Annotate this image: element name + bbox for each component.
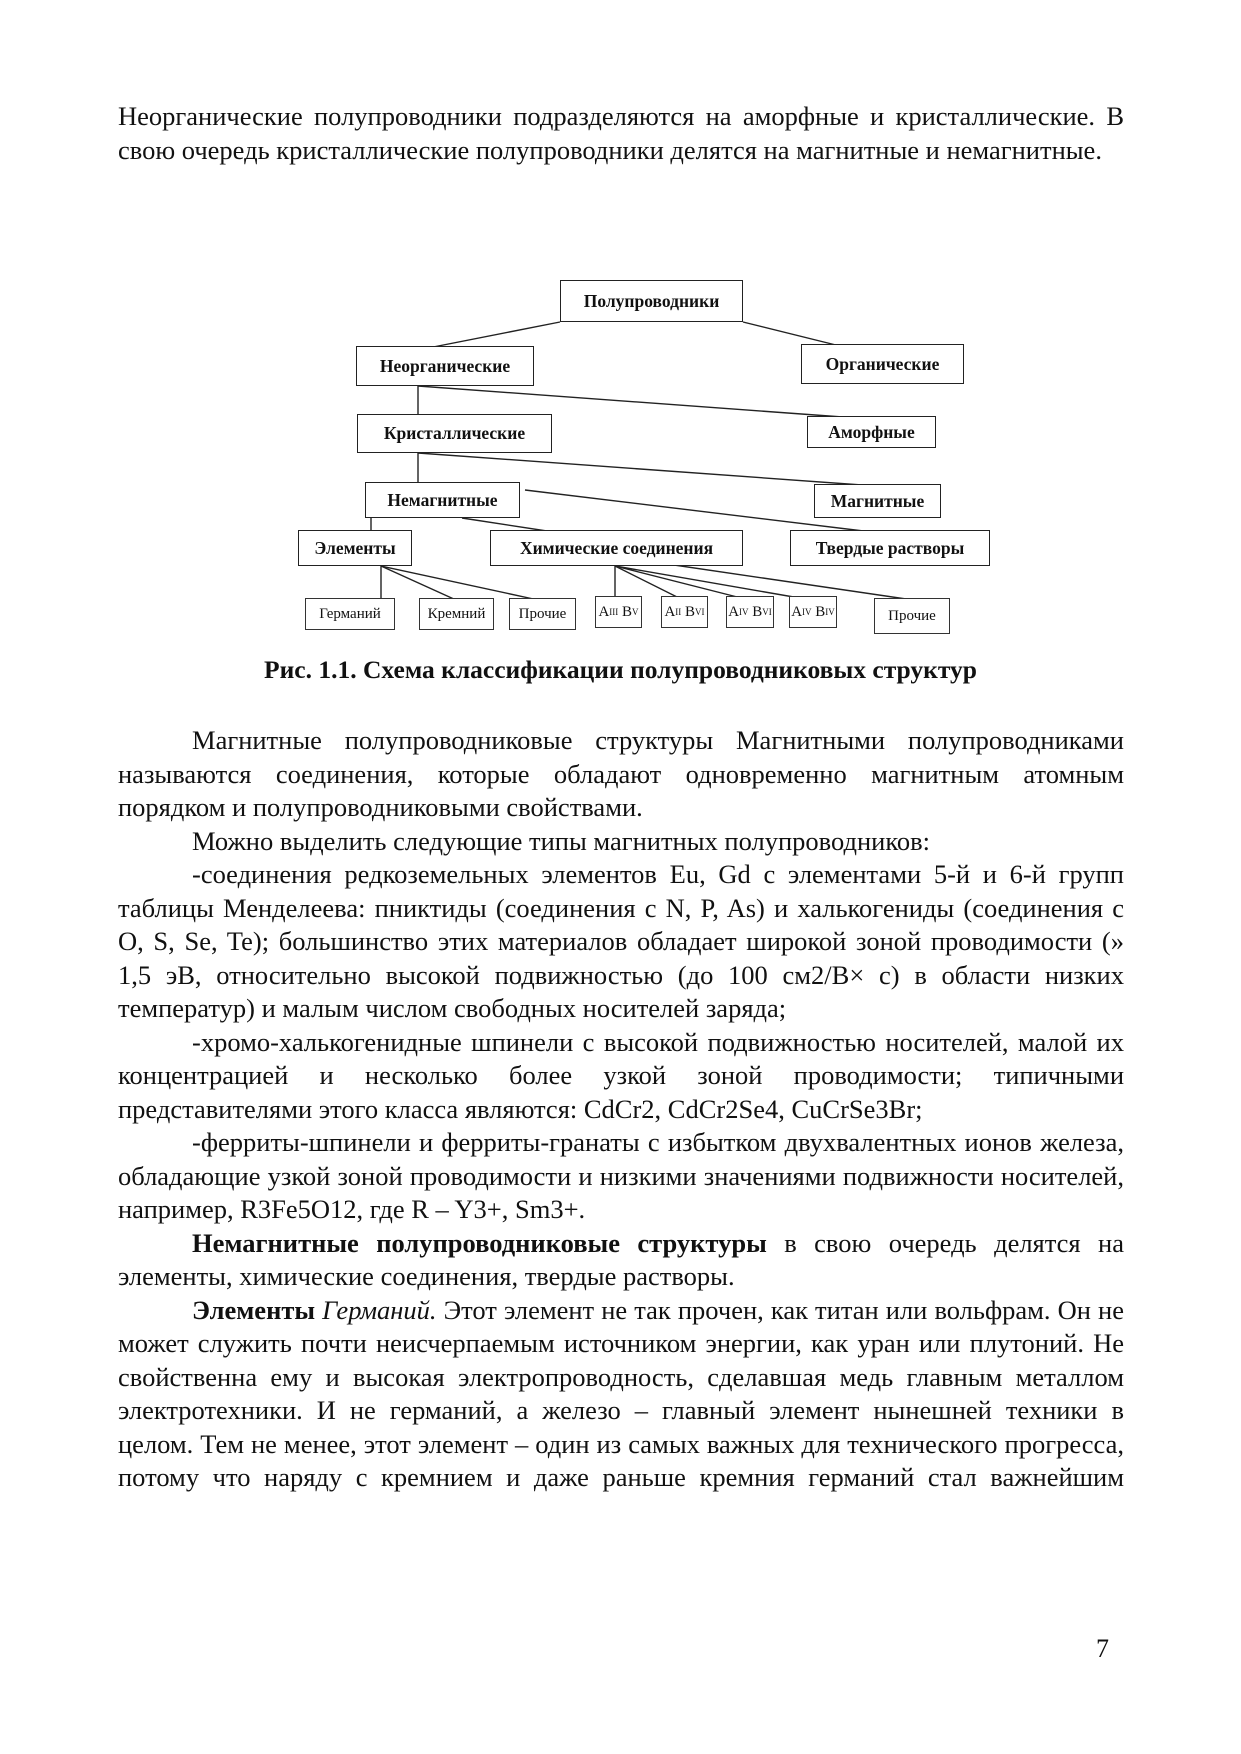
node-crystalline: Кристаллические	[357, 414, 552, 453]
body-text	[118, 724, 1124, 1495]
leaf-a3b5	[595, 596, 642, 628]
a4b6-b: B	[752, 603, 763, 620]
node-magnetic: Магнитные	[814, 484, 941, 518]
leaf-a4b6	[726, 596, 774, 628]
node-elements: Элементы	[298, 530, 412, 566]
a4b4-a-sup: IV	[802, 607, 812, 617]
a4b4-b: B	[815, 603, 826, 620]
a2b6-a-sup: II	[675, 607, 682, 617]
edge-elements-other	[381, 566, 538, 600]
edge-compounds-a4b6	[615, 566, 749, 600]
paragraph-elements-germanium	[118, 1294, 1124, 1495]
paragraph-types-intro: Можно выделить следующие типы магнитных полупроводников:	[192, 825, 930, 856]
leaf-a2b6	[661, 596, 708, 628]
elements-heading: Элементы	[192, 1294, 316, 1325]
node-solid-solutions: Твердые растворы	[790, 530, 990, 566]
paragraph-magnetic-structures: Магнитные полупроводниковые структуры Магнитными полупроводниками называются соединения, которые обладают одновременно магнитным атомным порядком и полупроводниковыми свойствами.	[118, 725, 1124, 822]
a4b4-a: A	[791, 603, 803, 620]
germanium-heading: Германий.	[322, 1294, 437, 1325]
edge-compounds-a2b6	[615, 566, 683, 600]
edge-compounds-other	[640, 560, 913, 600]
nonmagnetic-rest: в свою очередь делятся на элементы, химические соединения, твердые растворы.	[118, 1227, 1124, 1291]
node-organic: Органические	[801, 344, 964, 384]
node-amorphous: Аморфные	[807, 416, 936, 448]
a3b5-b: B	[622, 603, 633, 620]
a2b6-b-sup: VI	[695, 607, 705, 617]
leaf-silicon: Кремний	[419, 598, 494, 630]
a3b5-a-sup: III	[609, 607, 619, 617]
node-nonmagnetic: Немагнитные	[365, 482, 520, 518]
node-inorganic: Неорганические	[356, 346, 534, 386]
leaf-a4b4	[789, 596, 837, 628]
figure-caption: Рис. 1.1. Схема классификации полупроводниковых структур	[264, 655, 977, 684]
edge-elements-silicon	[381, 566, 456, 600]
a2b6-b: B	[685, 603, 696, 620]
edge-compounds-a4b4	[615, 566, 811, 600]
node-chemical-compounds: Химические соединения	[490, 530, 743, 566]
a3b5-a: A	[598, 603, 610, 620]
a3b5-b-sup: V	[632, 607, 639, 617]
a4b6-b-sup: VI	[762, 607, 772, 617]
a4b6-a-sup: IV	[739, 607, 749, 617]
intro-block	[118, 100, 1124, 167]
a4b4-b-sup: IV	[825, 607, 835, 617]
nonmagnetic-heading: Немагнитные полупроводниковые структуры	[192, 1227, 767, 1258]
a2b6-a: A	[664, 603, 676, 620]
paragraph-ferrites: -ферриты-шпинели и ферриты-гранаты с избытком двухвалентных ионов железа, обладающие узкой зоной проводимости и низкими значениями подвижности носителей, например, R3Fe5O12, где R – Y3+, Sm3+.	[118, 1127, 1124, 1224]
paragraph-chromium-spinels: -хромо-халькогенидные шпинели с высокой подвижностью носителей, малой их концентрацией и несколько более узкой зоной проводимости; типичными представителями этого класса являются: CdCr2, CdCr2Se4, CuCrSe3Br;	[118, 1026, 1124, 1124]
leaf-other-elements: Прочие	[509, 598, 576, 630]
leaf-other-compounds: Прочие	[874, 598, 950, 634]
germanium-rest: Этот элемент не так прочен, как титан или вольфрам. Он не может служить почти неисчерпаемым источником энергии, как уран или плутоний. Не свойственна ему и высокая электропроводность, сделавшая медь главным металлом электротехники. И не германий, а железо – главный элемент нынешней техники в целом. Тем не менее, этот элемент – один из самых важных для технического прогресса, потому что наряду с кремнием и даже раньше кремния германий стал важнейшим	[118, 1294, 1124, 1492]
paragraph-rare-earth: -соединения редкоземельных элементов Eu, Gd с элементами 5-й и 6-й групп таблицы Менделеева: пниктиды (соединения с N, P, As) и халькогениды (соединения с O, S, Se, Te); большинство этих материалов обладает широкой зоной проводимости (» 1,5 эВ, относительно высокой подвижностью (до 100 см2/В× с) в области низких температур) и малым числом свободных носителей заряда;	[118, 859, 1124, 1023]
paragraph-nonmagnetic	[118, 1227, 1124, 1294]
leaf-germanium: Германий	[305, 598, 395, 630]
page-number: 7	[1096, 1634, 1109, 1663]
a4b6-a: A	[728, 603, 740, 620]
intro-paragraph: Неорганические полупроводники подразделяются на аморфные и кристаллические. В свою очередь кристаллические полупроводники делятся на магнитные и немагнитные.	[118, 101, 1124, 165]
node-semiconductors: Полупроводники	[560, 280, 743, 322]
